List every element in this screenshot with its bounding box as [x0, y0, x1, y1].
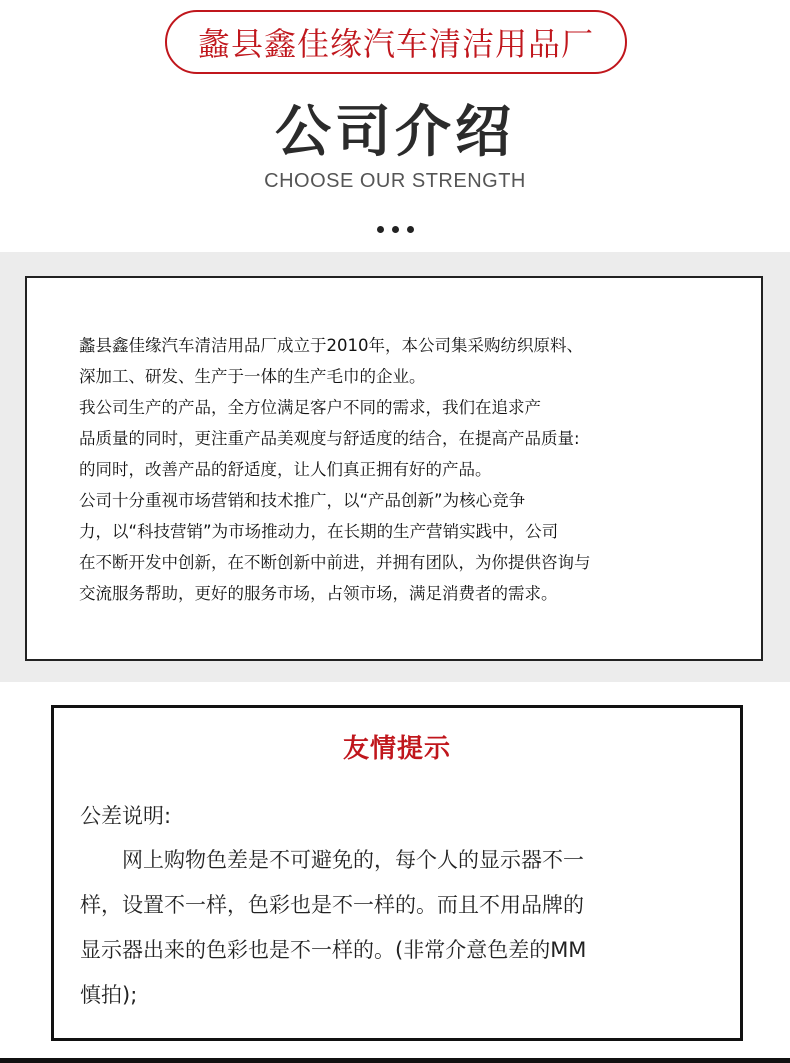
company-intro-text: [79, 330, 729, 609]
tip-title: 友情提示: [342, 734, 451, 764]
tip-line: 样，设置不一样，色彩也是不一样的。而且不用品牌的: [80, 893, 584, 917]
intro-line: 我公司生产的产品，全方位满足客户不同的需求，我们在追求产: [79, 398, 541, 417]
page-header: [0, 0, 790, 252]
tip-line: 网上购物色差是不可避免的，每个人的显示器不一: [80, 848, 584, 872]
dot-icon: [392, 226, 399, 233]
intro-line: 深加工、研发、生产于一体的生产毛巾的企业。: [79, 367, 426, 386]
tip-body-text: [80, 838, 710, 1018]
tip-line: 显示器出来的色彩也是不一样的。(非常介意色差的MM: [80, 938, 587, 962]
bottom-divider: [0, 1058, 790, 1063]
company-name-badge: 蠡县鑫佳缘汽车清洁用品厂: [165, 10, 627, 74]
page-subtitle: CHOOSE OUR STRENGTH: [264, 170, 526, 192]
intro-line: 力，以“科技营销”为市场推动力，在长期的生产营销实践中，公司: [79, 522, 559, 541]
page-title: 公司介绍: [275, 100, 515, 165]
intro-line: 蠡县鑫佳缘汽车清洁用品厂成立于2010年，本公司集采购纺织原料、: [79, 336, 583, 355]
friendly-tip-box: [51, 705, 743, 1041]
intro-line: 公司十分重视市场营销和技术推广，以“产品创新”为核心竞争: [79, 491, 526, 510]
company-intro-box: [25, 276, 763, 661]
tolerance-label: 公差说明:: [80, 804, 172, 828]
intro-line: 交流服务帮助，更好的服务市场，占领市场，满足消费者的需求。: [79, 584, 558, 603]
dot-icon: [377, 226, 384, 233]
intro-line: 的同时，改善产品的舒适度，让人们真正拥有好的产品。: [79, 460, 492, 479]
intro-line: 在不断开发中创新，在不断创新中前进，并拥有团队，为你提供咨询与: [79, 553, 591, 572]
dot-icon: [407, 226, 414, 233]
dots-divider: [0, 218, 790, 237]
tip-line: 慎拍);: [80, 983, 138, 1007]
intro-line: 品质量的同时，更注重产品美观度与舒适度的结合，在提高产品质量:: [79, 429, 580, 448]
